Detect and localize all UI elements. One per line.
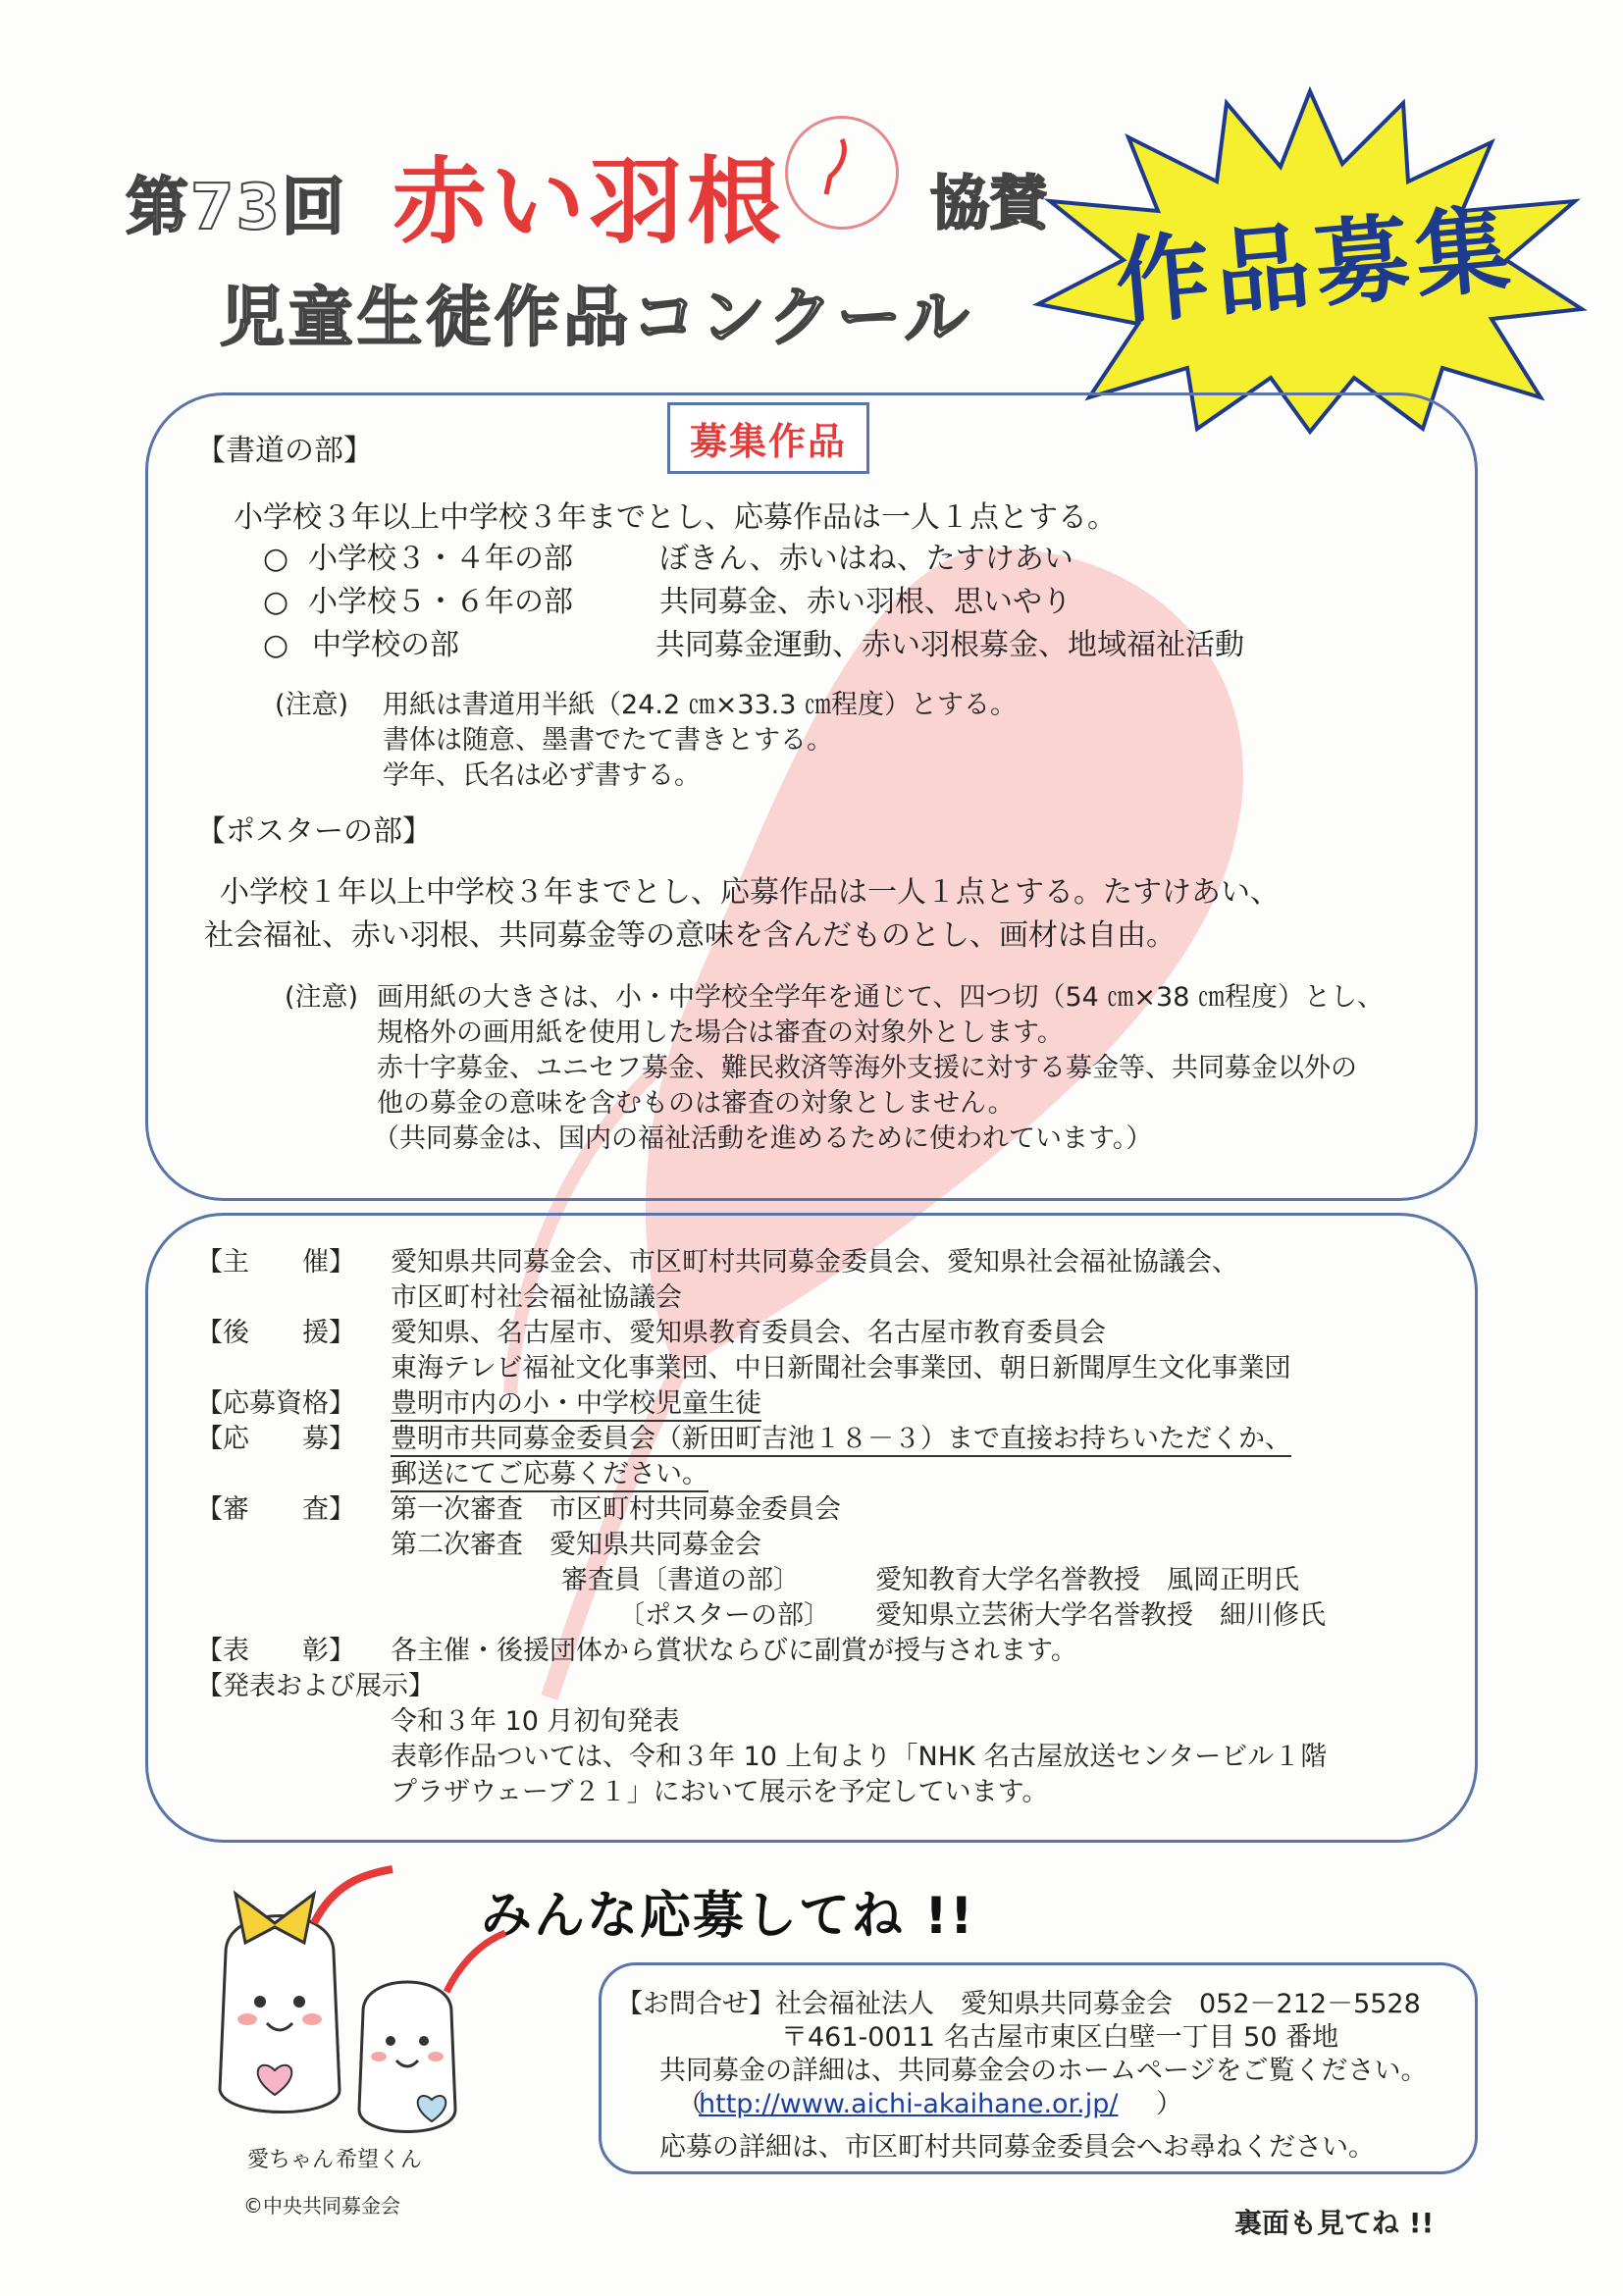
award-label: 【表 彰】 [196, 1636, 355, 1666]
shodo-note: 書体は随意、墨書でたて書きとする。 [383, 725, 833, 756]
shodo-row-bullet: ○ [263, 542, 289, 576]
poster-note-label: (注意) [285, 982, 359, 1013]
contact-detail: 共同募金の詳細は、共同募金会のホームページをご覧ください。 [659, 2056, 1428, 2086]
url-paren-close: ） [1156, 2089, 1182, 2119]
shodo-note-label: (注意) [275, 690, 349, 720]
judges-label: 審査員〔書道の部〕 [561, 1565, 800, 1595]
poster-note: 規格外の画用紙を使用した場合は審査の対象外とします。 [377, 1018, 1064, 1048]
review-text: 第二次審査 愛知県共同募金会 [391, 1530, 761, 1560]
shodo-row-words: 共同募金、赤い羽根、思いやり [659, 585, 1072, 619]
burst-text: 作品募集 [1111, 193, 1520, 339]
url-paren-open: （ [677, 2089, 704, 2119]
poster-intro: 小学校１年以上中学校３年までとし、応募作品は一人１点とする。たすけあい、 [220, 875, 1280, 910]
shodo-note: 用紙は書道用半紙（24.2 ㎝×33.3 ㎝程度）とする。 [383, 690, 1018, 720]
announce-text: 令和３年 10 月初旬発表 [391, 1706, 680, 1737]
poster-note: （共同募金は、国内の福祉活動を進めるために使われています。） [373, 1123, 1153, 1154]
host-text: 愛知県共同募金会、市区町村共同募金委員会、愛知県社会福祉協議会、 [391, 1247, 1238, 1278]
shodo-row-grade: 小学校５・６年の部 [308, 585, 573, 619]
website-link[interactable]: http://www.aichi-akaihane.or.jp/ [699, 2089, 1119, 2119]
review-label: 【審 査】 [196, 1494, 355, 1525]
edition-label: 第73回 [126, 172, 347, 244]
contact-label: 【お問合せ】 [616, 1989, 775, 2019]
shodo-row-bullet: ○ [263, 628, 289, 662]
feather-icon [822, 137, 848, 196]
apply-label: 【応 募】 [196, 1424, 355, 1454]
judges-label: 〔ポスターの部〕 [618, 1600, 830, 1631]
host-text: 市区町村社会福祉協議会 [391, 1282, 682, 1313]
announce-label: 【発表および展示】 [196, 1671, 435, 1701]
shodo-heading: 【書道の部】 [196, 434, 373, 468]
apply-text: 郵送にてご応募ください。 [391, 1458, 708, 1492]
contact-org: 社会福祉法人 愛知県共同募金会 052－212－5528 [775, 1989, 1421, 2019]
brand-title: 赤い羽根 [393, 147, 785, 257]
shodo-row-grade: 中学校の部 [312, 628, 459, 662]
shodo-note: 学年、氏名は必ず書する。 [383, 760, 701, 791]
shodo-intro: 小学校３年以上中学校３年までとし、応募作品は一人１点とする。 [234, 500, 1117, 535]
apply-text: 豊明市共同募金委員会（新田町吉池１８－３）まで直接お持ちいただくか、 [391, 1423, 1291, 1457]
host-label: 【主 催】 [196, 1247, 355, 1278]
call-to-action: みんな応募してね !! [481, 1887, 975, 1946]
back-side-note: 裏面も見てね !! [1234, 2207, 1435, 2239]
mascot-illustration [167, 1864, 530, 2159]
announce-text: 表彰作品ついては、令和３年 10 上旬より「NHK 名古屋放送センタービル１階 [391, 1742, 1328, 1772]
copyright: ©中央共同募金会 [243, 2194, 400, 2218]
contact-local: 応募の詳細は、市区町村共同募金委員会へお尋ねください。 [659, 2132, 1375, 2163]
judge-text: 愛知教育大学名誉教授 風岡正明氏 [875, 1565, 1299, 1595]
contact-address: 〒461-0011 名古屋市東区白壁一丁目 50 番地 [781, 2022, 1339, 2053]
announce-text: プラザウェーブ２１」において展示を予定しています。 [391, 1777, 1049, 1807]
mascot-name-right: 希望くん [336, 2148, 423, 2172]
poster-heading: 【ポスターの部】 [196, 814, 432, 849]
eligibility-label: 【応募資格】 [196, 1388, 355, 1419]
review-text: 第一次審査 市区町村共同募金委員会 [391, 1494, 841, 1525]
mascot-name-left: 愛ちゃん [247, 2148, 335, 2172]
shodo-row-grade: 小学校３・４年の部 [308, 542, 573, 576]
shodo-row-words: ぼきん、赤いはね、たすけあい [659, 542, 1073, 576]
contest-title: 児童生徒作品コンクール [220, 280, 973, 355]
entry-works-tag: 募集作品 [667, 402, 869, 474]
poster-note: 赤十字募金、ユニセフ募金、難民救済等海外支援に対する募金等、共同募金以外の [377, 1053, 1357, 1083]
poster-intro: 社会福祉、赤い羽根、共同募金等の意味を含んだものとし、画材は自由。 [204, 918, 1176, 953]
poster-note: 他の募金の意味を含むものは審査の対象としません。 [377, 1088, 1015, 1119]
eligibility-text: 豊明市内の小・中学校児童生徒 [391, 1387, 761, 1422]
support-text: 愛知県、名古屋市、愛知県教育委員会、名古屋市教育委員会 [391, 1318, 1106, 1348]
support-label: 【後 援】 [196, 1318, 355, 1348]
award-text: 各主催・後援団体から賞状ならびに副賞が授与されます。 [391, 1636, 1077, 1666]
support-text: 東海テレビ福祉文化事業団、中日新聞社会事業団、朝日新聞厚生文化事業団 [391, 1353, 1291, 1383]
poster-note: 画用紙の大きさは、小・中学校全学年を通じて、四つ切（54 ㎝×38 ㎝程度）とし、 [377, 982, 1384, 1013]
shodo-row-bullet: ○ [263, 585, 289, 619]
sponsor-label: 協賛 [930, 170, 1048, 238]
shodo-row-words: 共同募金運動、赤い羽根募金、地域福祉活動 [655, 628, 1244, 662]
judge-text: 愛知県立芸術大学名誉教授 細川修氏 [875, 1600, 1326, 1631]
